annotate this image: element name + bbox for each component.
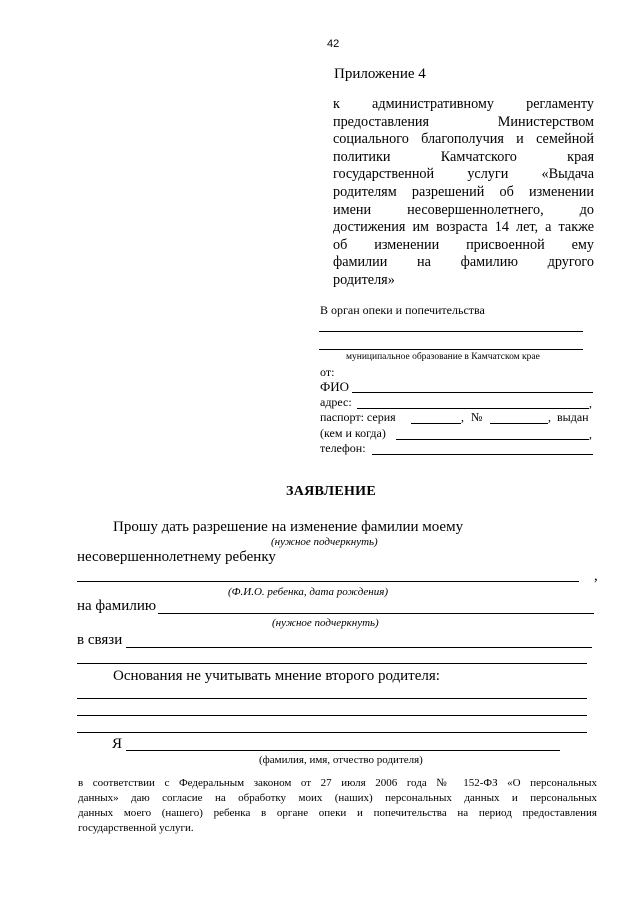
appendix-description bbox=[333, 96, 594, 290]
addressee-label: В орган опеки и попечительства bbox=[320, 303, 485, 317]
issued-by-field[interactable] bbox=[396, 439, 589, 440]
appendix-title: Приложение 4 bbox=[334, 66, 426, 82]
passport-number-field[interactable] bbox=[490, 423, 548, 424]
statement-title: ЗАЯВЛЕНИЕ bbox=[286, 484, 377, 499]
appendix-line: социального благополучия и семейной bbox=[333, 131, 594, 148]
issued-by-label: (кем и когда) bbox=[320, 426, 386, 440]
child-comma: , bbox=[594, 568, 598, 584]
reason-field[interactable] bbox=[126, 647, 592, 648]
issued-by-comma: , bbox=[589, 427, 592, 441]
child-name-field[interactable] bbox=[77, 581, 579, 582]
reason-field-continued[interactable] bbox=[77, 663, 587, 664]
passport-issued-label: выдан bbox=[557, 410, 589, 424]
passport-series-field[interactable] bbox=[411, 423, 461, 424]
consent-line: в соответствии с Федеральным законом от 27 июля 2006 года № 152-ФЗ «О персональных bbox=[78, 777, 597, 789]
grounds-field-1[interactable] bbox=[77, 698, 587, 699]
passport-number-label: № bbox=[471, 410, 483, 424]
appendix-line: родителям разрешений об изменении bbox=[333, 183, 594, 200]
phone-field[interactable] bbox=[372, 454, 593, 455]
child-label: несовершеннолетнему ребенку bbox=[77, 549, 276, 565]
address-comma: , bbox=[589, 396, 592, 410]
request-line: Прошу дать разрешение на изменение фамилии моему bbox=[113, 519, 464, 535]
consent-line: данных моего (нашего) ребенка в органе опеки и попечительства на период предоставления bbox=[78, 807, 597, 819]
fio-label: ФИО bbox=[320, 379, 350, 394]
appendix-line: государственной услуги «Выдача bbox=[333, 166, 594, 183]
page-number: 42 bbox=[327, 38, 340, 50]
from-label: от: bbox=[320, 365, 335, 379]
consent-paragraph bbox=[78, 776, 597, 836]
grounds-field-3[interactable] bbox=[77, 732, 587, 733]
consent-line: государственной услуги. bbox=[78, 822, 194, 834]
municipality-field[interactable] bbox=[319, 349, 583, 350]
parent-caption: (фамилия, имя, отчество родителя) bbox=[259, 754, 423, 766]
consent-line: данных» даю согласие на обработку моих (наших) персональных данных и персональных bbox=[78, 792, 597, 804]
appendix-line: об изменении присвоенной ему bbox=[333, 236, 594, 253]
appendix-line: к административному регламенту bbox=[333, 96, 594, 112]
underline-hint: (нужное подчеркнуть) bbox=[271, 536, 378, 548]
fio-field[interactable] bbox=[352, 392, 593, 393]
appendix-line: родителя» bbox=[333, 271, 395, 288]
underline-hint: (нужное подчеркнуть) bbox=[272, 617, 379, 629]
grounds-label: Основания не учитывать мнение второго родителя: bbox=[113, 668, 440, 684]
surname-label: на фамилию bbox=[77, 598, 157, 614]
passport-number-comma: , bbox=[548, 410, 551, 424]
appendix-line: политики Камчатского края bbox=[333, 148, 594, 165]
i-label: Я bbox=[112, 736, 123, 752]
municipality-caption: муниципальное образование в Камчатском крае bbox=[346, 352, 540, 362]
grounds-field-2[interactable] bbox=[77, 715, 587, 716]
address-field[interactable] bbox=[357, 408, 589, 409]
passport-comma: , bbox=[461, 410, 464, 424]
address-label: адрес: bbox=[320, 395, 352, 409]
new-surname-field[interactable] bbox=[158, 613, 594, 614]
appendix-line: предоставления Министерством bbox=[333, 113, 594, 130]
phone-label: телефон: bbox=[320, 441, 366, 455]
appendix-line: имени несовершеннолетнего, до bbox=[333, 201, 594, 218]
guardianship-authority-field[interactable] bbox=[319, 331, 583, 332]
parent-name-field[interactable] bbox=[126, 750, 560, 751]
appendix-line: достижения им возраста 14 лет, а также bbox=[333, 219, 594, 236]
reason-label: в связи bbox=[77, 632, 123, 648]
appendix-line: фамилии на фамилию другого bbox=[333, 254, 594, 271]
passport-series-label: паспорт: серия bbox=[320, 410, 396, 424]
child-caption: (Ф.И.О. ребенка, дата рождения) bbox=[228, 586, 389, 598]
